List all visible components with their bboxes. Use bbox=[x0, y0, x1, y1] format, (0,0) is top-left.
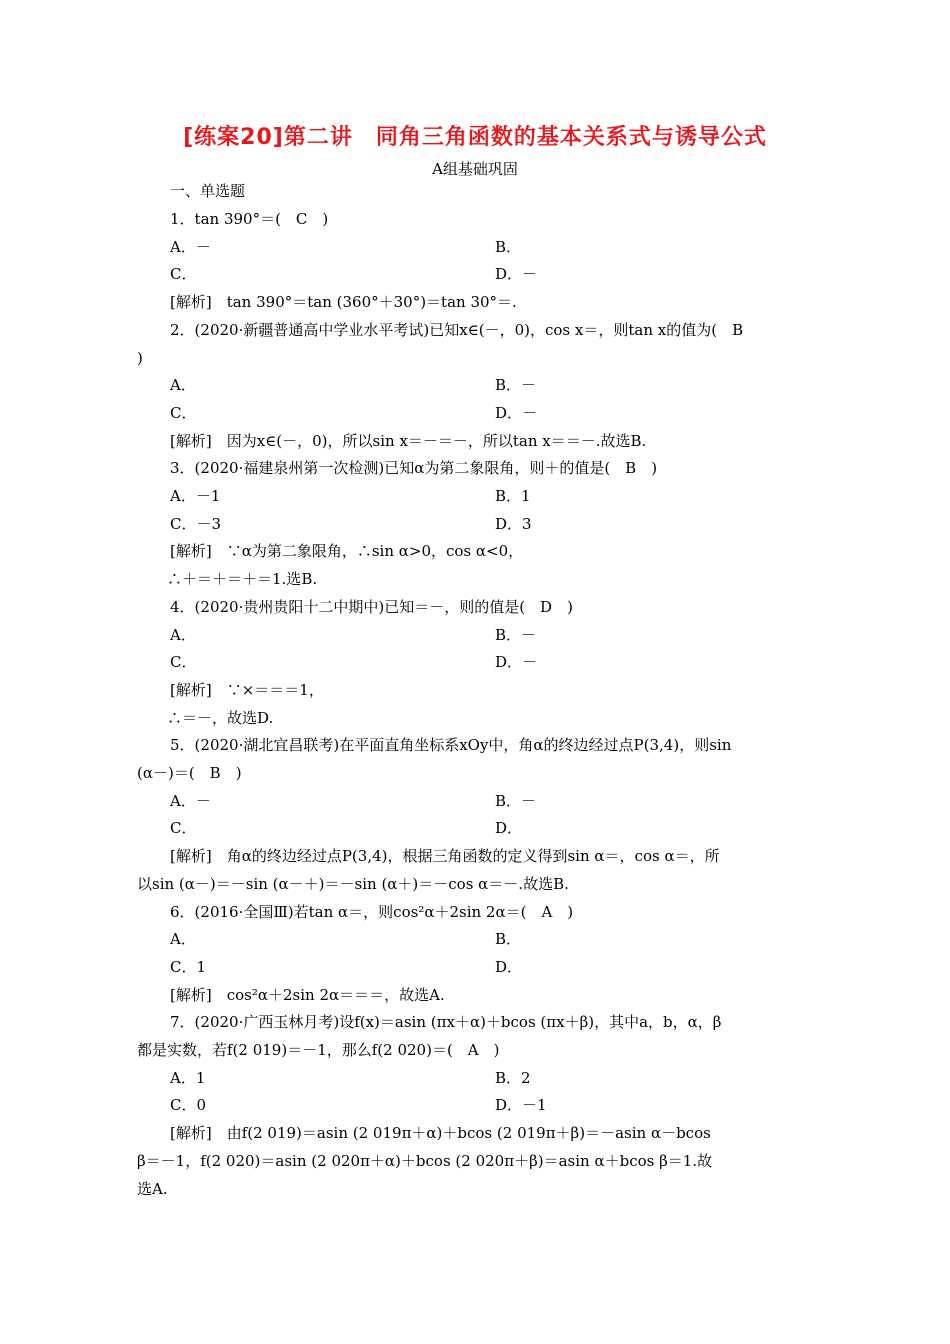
line-text: [解析] tan 390°＝tan (360°＋30°)＝tan 30°＝. bbox=[170, 293, 517, 312]
continuation-text: ∴＝－，故选D. bbox=[137, 708, 274, 727]
text-line bbox=[0, 1148, 950, 1174]
option-text: D．－ bbox=[495, 265, 538, 284]
option-text: B．－ bbox=[495, 376, 537, 395]
line-text: A．1 bbox=[170, 1068, 206, 1087]
text-line bbox=[0, 1009, 950, 1035]
line-text: [解析] 角α的终边经过点P(3,4)，根据三角函数的定义得到sin α＝，cos α＝，所 bbox=[170, 847, 720, 866]
text-line bbox=[0, 788, 950, 814]
text-line bbox=[0, 926, 950, 952]
continuation-text: 以sin (α－)＝－sin (α－＋)＝－sin (α＋)＝－cos α＝－.故选B. bbox=[137, 874, 569, 893]
text-line bbox=[0, 1092, 950, 1118]
text-line bbox=[0, 815, 950, 841]
continuation-text: 选A. bbox=[137, 1179, 168, 1198]
text-line bbox=[0, 1037, 950, 1063]
text-line bbox=[0, 760, 950, 786]
text-line bbox=[0, 1176, 950, 1202]
line-text: C． bbox=[170, 403, 197, 422]
text-line bbox=[0, 483, 950, 509]
line-text: A． bbox=[170, 625, 196, 644]
option-text: D． bbox=[495, 957, 523, 976]
text-line bbox=[0, 345, 950, 371]
line-text: C．0 bbox=[170, 1096, 207, 1115]
text-line bbox=[0, 372, 950, 398]
text-line bbox=[0, 206, 950, 232]
text-line bbox=[0, 622, 950, 648]
line-text: C． bbox=[170, 265, 197, 284]
document-title: [练案20]第二讲 同角三角函数的基本关系式与诱导公式 bbox=[183, 125, 767, 150]
line-text: C． bbox=[170, 819, 197, 838]
text-line bbox=[0, 566, 950, 592]
line-text: 1．tan 390°＝( C ) bbox=[170, 210, 329, 228]
text-line bbox=[0, 261, 950, 287]
line-text: 3．(2020·福建泉州第一次检测)已知α为第二象限角，则＋的值是( B ) bbox=[170, 459, 658, 478]
text-line bbox=[0, 843, 950, 869]
option-text: D．－1 bbox=[495, 1096, 547, 1115]
option-text: B．－ bbox=[495, 625, 537, 644]
text-line bbox=[0, 732, 950, 758]
text-line bbox=[0, 899, 950, 925]
text-line bbox=[0, 234, 950, 260]
line-text: C．1 bbox=[170, 957, 207, 976]
option-text: B．－ bbox=[495, 791, 537, 810]
option-text: D．3 bbox=[495, 514, 532, 533]
option-text: B． bbox=[495, 930, 522, 949]
option-text: D．－ bbox=[495, 653, 538, 672]
continuation-text: β＝－1，f(2 020)＝asin (2 020π＋α)＋bcos (2 020π＋β)＝asin α＋bcos β＝1.故 bbox=[137, 1151, 713, 1170]
text-line bbox=[0, 428, 950, 454]
line-text: 5．(2020·湖北宜昌联考)在平面直角坐标系xOy中，角α的终边经过点P(3,4)，则sin bbox=[170, 736, 732, 755]
section-heading-text: 一、单选题 bbox=[170, 182, 246, 200]
line-text: A．－1 bbox=[170, 487, 221, 505]
line-text: C．－3 bbox=[170, 514, 222, 533]
text-line bbox=[0, 289, 950, 315]
text-line bbox=[0, 954, 950, 980]
option-text: B． bbox=[495, 237, 522, 256]
text-line bbox=[0, 400, 950, 426]
text-line bbox=[0, 317, 950, 343]
text-line bbox=[0, 455, 950, 481]
text-line bbox=[0, 871, 950, 897]
text-line bbox=[0, 705, 950, 731]
line-text: [解析] 因为x∈(－，0)，所以sin x＝－＝－，所以tan x＝＝－.故选B. bbox=[170, 431, 647, 450]
text-line bbox=[0, 511, 950, 537]
text-line bbox=[0, 1120, 950, 1146]
text-line bbox=[0, 594, 950, 620]
option-text: D． bbox=[495, 819, 523, 838]
line-text: 4．(2020·贵州贵阳十二中期中)已知＝－，则的值是( D ) bbox=[170, 597, 573, 616]
line-text: A．－ bbox=[170, 237, 211, 256]
group-heading: A组基础巩固 bbox=[432, 160, 518, 178]
line-text: C． bbox=[170, 653, 197, 672]
line-text: 2．(2020·新疆普通高中学业水平考试)已知x∈(－，0)，cos x＝，则tan x的值为( B bbox=[170, 320, 744, 339]
text-line bbox=[0, 982, 950, 1008]
text-line bbox=[0, 677, 950, 703]
continuation-text: ∴＋＝＋＝＋＝1.选B. bbox=[137, 570, 318, 589]
option-text: D．－ bbox=[495, 403, 538, 422]
text-line bbox=[0, 538, 950, 564]
option-text: B．1 bbox=[495, 487, 531, 505]
line-text: A． bbox=[170, 930, 196, 949]
continuation-text: (α－)＝( B ) bbox=[137, 764, 242, 782]
section-heading bbox=[0, 178, 950, 204]
text-line bbox=[0, 1065, 950, 1091]
line-text: 7．(2020·广西玉林月考)设f(x)＝asin (πx＋α)＋bcos (πx＋β)，其中a，b，α，β bbox=[170, 1013, 722, 1032]
option-text: B．2 bbox=[495, 1068, 531, 1087]
line-text: 6．(2016·全国Ⅲ)若tan α＝，则cos²α＋2sin 2α＝( A ) bbox=[170, 902, 574, 921]
line-text: [解析] ∵α为第二象限角，∴sin α>0，cos α<0， bbox=[170, 542, 524, 561]
line-text: [解析] cos²α＋2sin 2α＝＝＝，故选A. bbox=[170, 985, 445, 1004]
line-text: A．－ bbox=[170, 791, 211, 810]
text-line bbox=[0, 649, 950, 675]
continuation-text: ) bbox=[137, 348, 143, 367]
line-text: [解析] 由f(2 019)＝asin (2 019π＋α)＋bcos (2 019π＋β)＝－asin α－bcos bbox=[170, 1124, 711, 1143]
line-text: [解析] ∵×＝＝＝1， bbox=[170, 680, 324, 699]
continuation-text: 都是实数，若f(2 019)＝－1，那么f(2 020)＝( A ) bbox=[137, 1041, 500, 1059]
line-text: A． bbox=[170, 376, 196, 395]
